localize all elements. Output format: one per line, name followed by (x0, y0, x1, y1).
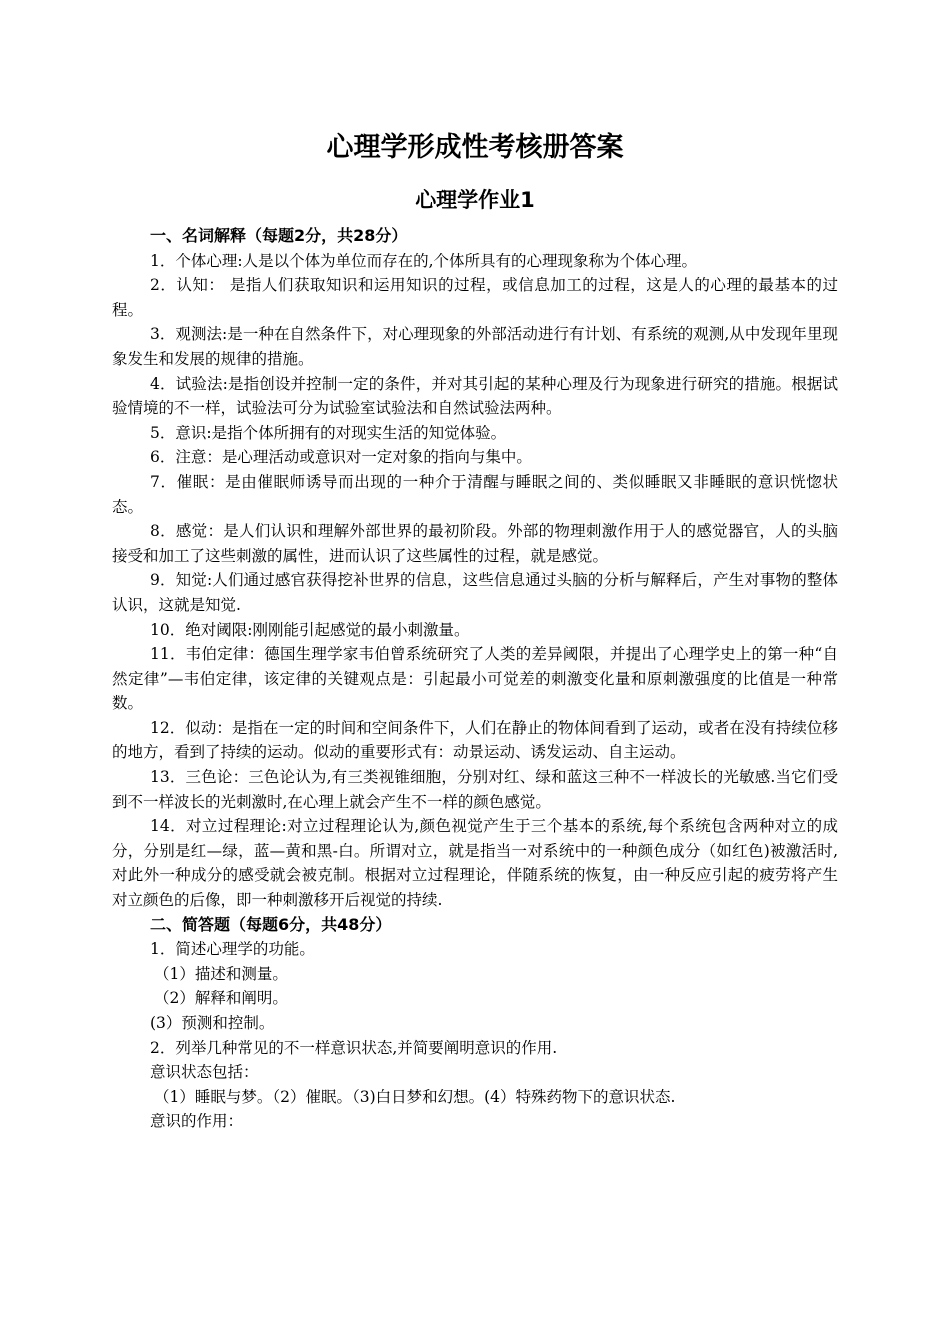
answer-item: (3）预测和控制。 (150, 1014, 275, 1032)
consciousness-states-list: （1）睡眠与梦。（2）催眠。（3)白日梦和幻想。(4）特殊药物下的意识状态. (154, 1087, 676, 1106)
definition-paragraph: 12．似动：是指在一定的时间和空间条件下，人们在静止的物体间看到了运动，或者在没有持续位移的地方，看到了持续的运动。似动的重要形式有：动景运动、诱发运动、自主运动。 (112, 718, 838, 762)
question-2: 2．列举几种常见的不一样意识状态,并简要阐明意识的作用. (150, 1038, 558, 1057)
definition-paragraph: 6．注意：是心理活动或意识对一定对象的指向与集中。 (150, 448, 532, 467)
definition-paragraph: 14．对立过程理论:对立过程理论认为,颜色视觉产生于三个基本的系统,每个系统包含两种对立的成分，分别是红—绿，蓝—黄和黑-白。所谓对立，就是指当一对系统中的一种颜色成分（如红色)被激活时,对此外一种成分的感受就会被克制。根据对立过程理论，伴随系统的恢复，由一种反应引起的疲劳将产生对立颜色的后像，即一种刺激移开后视觉的持续. (112, 817, 838, 910)
assignment-subtitle: 心理学作业1 (415, 188, 535, 212)
definition-paragraph: 1．个体心理:人是以个体为单位而存在的,个体所具有的心理现象称为个体心理。 (150, 251, 698, 270)
answer-item: （2）解释和阐明。 (154, 989, 288, 1008)
answer-item: （1）描述和测量。 (154, 964, 288, 983)
document-title: 心理学形成性考核册答案 (326, 132, 624, 163)
section-heading-definitions: 一、名词解释（每题2分，共28分） (150, 226, 408, 245)
definition-paragraph: 3．观测法:是一种在自然条件下，对心理现象的外部活动进行有计划、有系统的观测,从中发现年里现象发生和发展的规律的措施。 (112, 325, 838, 368)
definition-paragraph: 8．感觉：是人们认识和理解外部世界的最初阶段。外部的物理刺激作用于人的感觉器官，人的头脑接受和加工了这些刺激的属性，进而认识了这些属性的过程，就是感觉。 (112, 522, 838, 565)
definition-paragraph: 11．韦伯定律：德国生理学家韦伯曾系统研究了人类的差异阈限，并提出了心理学史上的第一种“自然定律”—韦伯定律，该定律的关键观点是：引起最小可觉差的刺激变化量和原刺激强度的比值是一种常数。 (112, 645, 838, 713)
definition-paragraph: 7．催眠：是由催眠师诱导而出现的一种介于清醒与睡眠之间的、类似睡眠又非睡眠的意识恍惚状态。 (112, 472, 838, 516)
definition-paragraph: 5．意识:是指个体所拥有的对现实生活的知觉体验。 (150, 423, 507, 442)
question-1: 1．简述心理学的功能。 (150, 940, 315, 959)
definition-paragraph: 10．绝对阈限:刚刚能引起感觉的最小刺激量。 (150, 620, 470, 639)
consciousness-states-label: 意识状态包括： (150, 1063, 259, 1082)
definition-paragraph: 9．知觉:人们通过感官获得挖补世界的信息，这些信息通过头脑的分析与解释后，产生对事物的整体认识，这就是知觉. (112, 571, 838, 614)
definition-paragraph: 2．认知： 是指人们获取知识和运用知识的过程，或信息加工的过程，这是人的心理的最基本的过程。 (112, 276, 838, 319)
definition-paragraph: 4．试验法:是指创设并控制一定的条件，并对其引起的某种心理及行为现象进行研究的措施。根据试验情境的不一样，试验法可分为试验室试验法和自然试验法两种。 (112, 374, 838, 418)
definition-paragraph: 13．三色论：三色论认为,有三类视锥细胞，分别对红、绿和蓝这三种不一样波长的光敏感.当它们受到不一样波长的光刺激时,在心理上就会产生不一样的颜色感觉。 (112, 768, 838, 811)
section-heading-short-answer: 二、简答题（每题6分，共48分） (150, 914, 392, 934)
consciousness-functions-label: 意识的作用： (150, 1112, 244, 1131)
document-page (112, 128, 838, 1134)
